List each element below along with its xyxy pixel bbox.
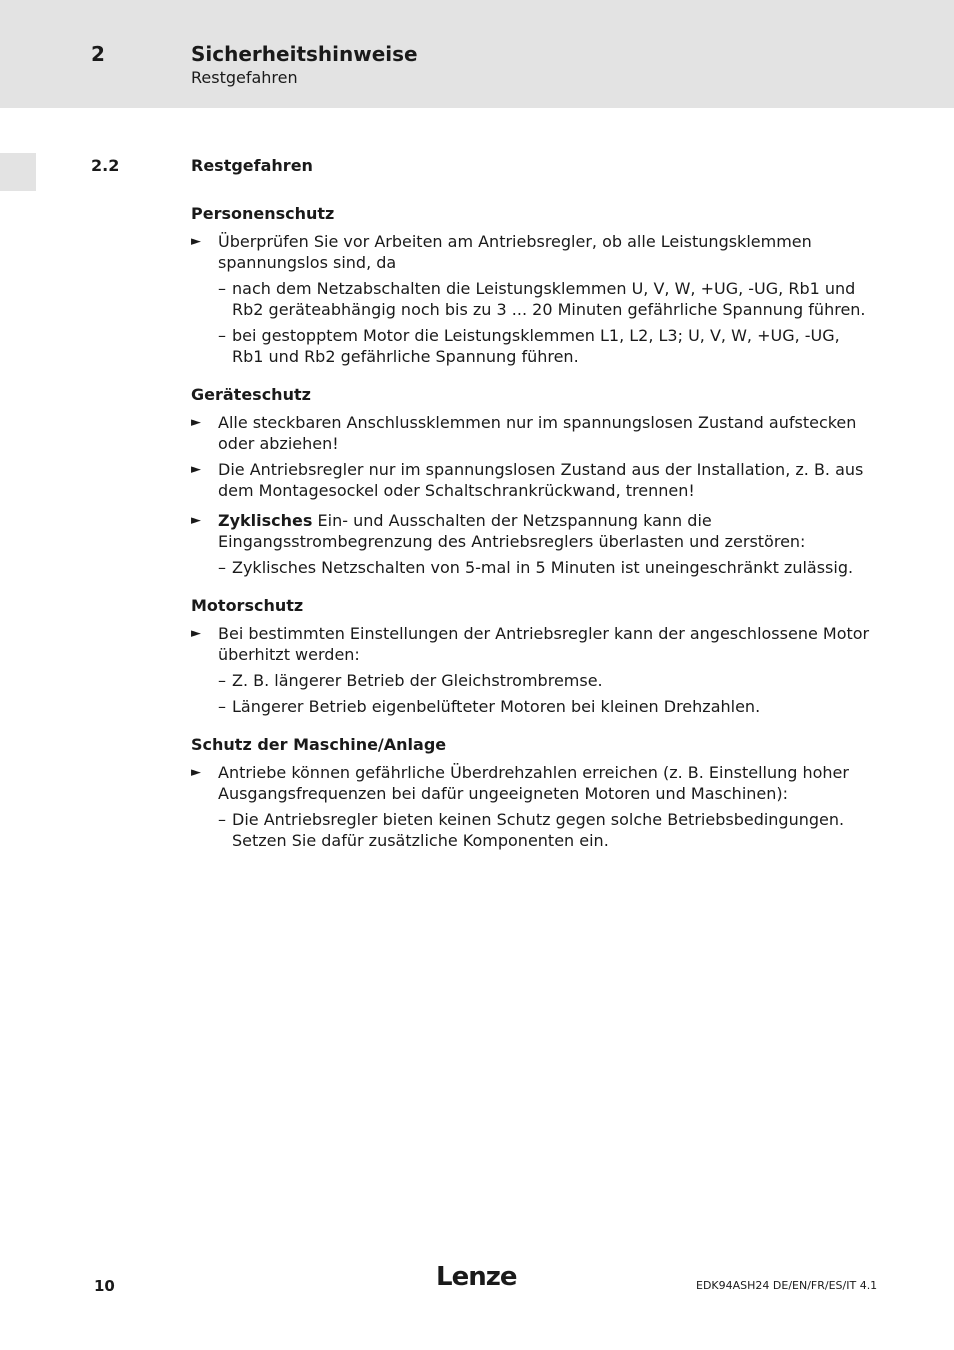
chapter-number: 2 <box>91 42 105 66</box>
arrow-bullet-icon: ► <box>191 626 201 641</box>
heading-schutz-maschine: Schutz der Maschine/Anlage <box>191 735 447 754</box>
page-number: 10 <box>94 1277 115 1295</box>
list-item-text: Die Antriebsregler nur im spannungslosen Zustand aus der Installation, z. B. aus dem Montagesockel oder Schaltschrankrückwand, trennen! <box>218 460 864 500</box>
main-content <box>191 203 871 856</box>
sub-list-item-text: Zyklisches Netzschalten von 5-mal in 5 Minuten ist uneingeschränkt zulässig. <box>232 558 854 577</box>
heading-geraeteschutz: Geräteschutz <box>191 385 311 404</box>
sub-list-item-text: bei gestopptem Motor die Leistungsklemmen L1, L2, L3; U, V, W, +UG, -UG, Rb1 und Rb2 gefährliche Spannung führen. <box>232 326 840 366</box>
dash-icon: – <box>218 697 226 716</box>
arrow-bullet-icon: ► <box>191 765 201 780</box>
list-item <box>191 623 871 665</box>
list-item <box>191 412 871 454</box>
sub-list-item <box>218 670 871 691</box>
sub-list-item-text: Die Antriebsregler bieten keinen Schutz gegen solche Betriebsbedingungen. Setzen Sie dafür zusätzliche Komponenten ein. <box>232 810 845 850</box>
arrow-bullet-icon: ► <box>191 415 201 430</box>
list-item-text: Bei bestimmten Einstellungen der Antriebsregler kann der angeschlossene Motor überhitzt werden: <box>218 624 870 664</box>
section-number: 2.2 <box>91 156 120 175</box>
dash-icon: – <box>218 558 226 577</box>
dash-icon: – <box>218 671 226 690</box>
sub-list-item <box>218 325 871 367</box>
sub-list-item <box>218 809 871 851</box>
sub-list-item-text: Längerer Betrieb eigenbelüfteter Motoren bei kleinen Drehzahlen. <box>232 697 761 716</box>
arrow-bullet-icon: ► <box>191 513 201 528</box>
sub-list-item-text: nach dem Netzabschalten die Leistungsklemmen U, V, W, +UG, -UG, Rb1 und Rb2 geräteabhängig noch bis zu 3 ... 20 Minuten gefährliche Spannung führen. <box>232 279 866 319</box>
document-reference: EDK94ASH24 DE/EN/FR/ES/IT 4.1 <box>696 1279 878 1292</box>
list-item <box>191 459 871 501</box>
sub-list-item-text: Z. B. längerer Betrieb der Gleichstrombremse. <box>232 671 603 690</box>
list-item <box>191 510 871 552</box>
list-item-text: Ein- und Ausschalten der Netzspannung kann die Eingangsstrombegrenzung des Antriebsreglers überlasten und zerstören: <box>218 511 806 551</box>
dash-icon: – <box>218 279 226 298</box>
sub-list-item <box>218 696 871 717</box>
sub-list-item <box>218 557 871 578</box>
chapter-subtitle: Restgefahren <box>191 68 298 87</box>
lenze-logo: Lenze <box>436 1262 517 1292</box>
emphasis-text: Zyklisches <box>218 511 313 530</box>
heading-personenschutz: Personenschutz <box>191 204 335 223</box>
list-item-text: Antriebe können gefährliche Überdrehzahlen erreichen (z. B. Einstellung hoher Ausgangsfrequenzen bei dafür ungeeigneten Motoren und Maschinen): <box>218 763 849 803</box>
list-item-text: Alle steckbaren Anschlussklemmen nur im spannungslosen Zustand aufstecken oder abziehen! <box>218 413 857 453</box>
arrow-bullet-icon: ► <box>191 234 201 249</box>
heading-motorschutz: Motorschutz <box>191 596 304 615</box>
side-tab-marker <box>0 153 36 191</box>
header-band <box>0 0 954 108</box>
section-title: Restgefahren <box>191 156 313 175</box>
list-item <box>191 762 871 804</box>
sub-list-item <box>218 278 871 320</box>
arrow-bullet-icon: ► <box>191 462 201 477</box>
list-item <box>191 231 871 273</box>
dash-icon: – <box>218 326 226 345</box>
chapter-title: Sicherheitshinweise <box>191 42 418 66</box>
dash-icon: – <box>218 810 226 829</box>
list-item-text: Überprüfen Sie vor Arbeiten am Antriebsregler, ob alle Leistungsklemmen spannungslos sind, da <box>218 232 812 272</box>
